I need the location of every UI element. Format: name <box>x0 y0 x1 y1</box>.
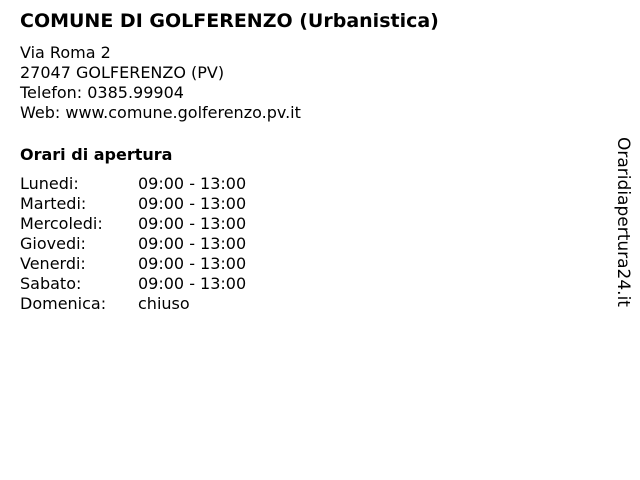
hours-row-tuesday <box>20 194 246 214</box>
day-label: Venerdi: <box>20 254 86 273</box>
phone-number: Telefon: 0385.99904 <box>20 83 184 102</box>
hours-row-thursday <box>20 234 246 254</box>
time-value: 09:00 - 13:00 <box>138 174 247 193</box>
day-label: Mercoledi: <box>20 214 103 233</box>
day-label: Domenica: <box>20 294 107 313</box>
hours-row-monday <box>20 174 246 194</box>
page-title: COMUNE DI GOLFERENZO (Urbanistica) <box>20 10 439 32</box>
time-value: 09:00 - 13:00 <box>138 214 247 233</box>
time-value: 09:00 - 13:00 <box>138 194 247 213</box>
hours-row-saturday <box>20 274 246 294</box>
address-block <box>20 43 301 123</box>
time-value: 09:00 - 13:00 <box>138 274 247 293</box>
day-label: Lunedi: <box>20 174 79 193</box>
street-address: Via Roma 2 <box>20 43 111 62</box>
day-label: Giovedi: <box>20 234 86 253</box>
hours-row-wednesday <box>20 214 246 234</box>
hours-row-sunday <box>20 294 246 314</box>
opening-hours-list <box>20 174 246 314</box>
city-postal: 27047 GOLFERENZO (PV) <box>20 63 225 82</box>
day-label: Sabato: <box>20 274 82 293</box>
brand-watermark: Oraridiapertura24.it <box>613 137 633 307</box>
time-value: 09:00 - 13:00 <box>138 234 247 253</box>
time-value: chiuso <box>138 294 190 313</box>
day-label: Martedi: <box>20 194 87 213</box>
hours-heading: Orari di apertura <box>20 145 173 164</box>
website: Web: www.comune.golferenzo.pv.it <box>20 103 301 122</box>
hours-row-friday <box>20 254 246 274</box>
time-value: 09:00 - 13:00 <box>138 254 247 273</box>
